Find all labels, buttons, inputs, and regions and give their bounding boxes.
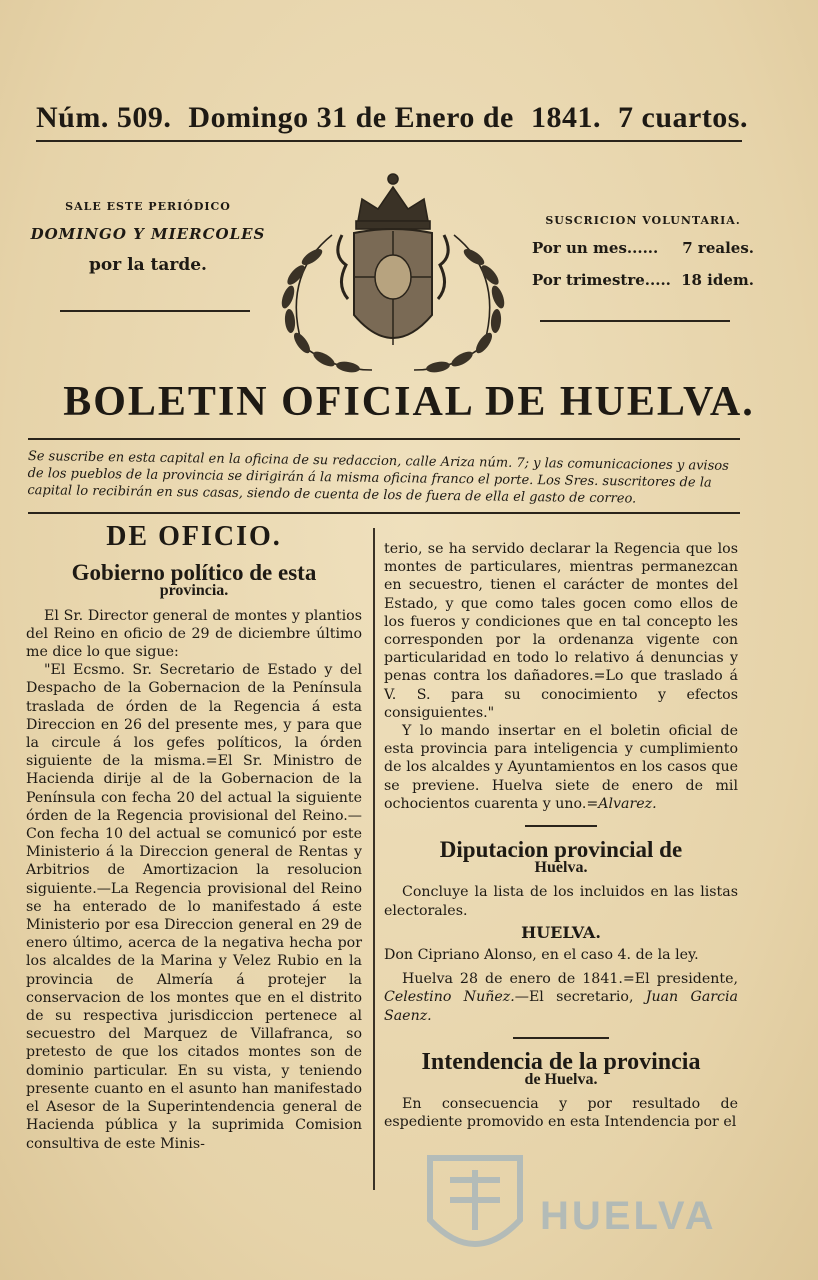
- column-divider: [373, 528, 375, 1190]
- section-separator: [513, 1037, 609, 1039]
- article-paragraph: [384, 722, 738, 813]
- issue-price: 7 cuartos.: [618, 101, 748, 134]
- paragraph-text: —El secretario,: [514, 989, 646, 1006]
- watermark-shield-icon: [420, 1150, 530, 1270]
- left-column: [26, 521, 362, 1153]
- subscription-title: SUSCRICION VOLUNTARIA.: [545, 214, 741, 227]
- left-box-rule: [60, 310, 250, 312]
- signature-president: Celestino Nuñez.: [384, 989, 515, 1006]
- article-paragraph: El Sr. Director general de montes y plantios del Reino en oficio de 29 de diciembre último me dice lo que sigue:: [26, 607, 362, 661]
- article-heading-diputacion: Diputacion provincial de: [439, 837, 683, 863]
- section-heading-oficio: DE OFICIO.: [106, 521, 282, 552]
- subscription-notice: Se suscribe en esta capital en la oficina de su redaccion, calle Ariza núm. 7; y las comunicaciones y avisos de los pueblos de la provincia se dirigirán á la misma oficina franco el porte. Los Sres. suscritores de la capital lo recibirán en sus casas, siendo de cuenta de los de fuera de ella el gasto de correo.: [27, 448, 729, 507]
- newspaper-title: BOLETIN OFICIAL DE HUELVA.: [63, 379, 755, 425]
- watermark-word: HUELVA: [540, 1194, 717, 1238]
- article-heading-intendencia: Intendencia de la provincia: [421, 1048, 701, 1075]
- royal-crest-emblem: [262, 165, 524, 377]
- signature-secretary: Juan Garcia Saenz.: [384, 989, 738, 1024]
- schedule-line-1: SALE ESTE PERIÓDICO: [65, 200, 231, 213]
- article-paragraph: [384, 970, 738, 1025]
- elector-entry: Don Cipriano Alonso, en el caso 4. de la ley.: [384, 947, 699, 964]
- article-subheading-gobierno: provincia.: [159, 582, 229, 600]
- subscription-box: [532, 214, 754, 303]
- publication-schedule: [28, 200, 268, 275]
- article-paragraph: terio, se ha servido declarar la Regencia que los montes de particulares, mientras permanezcan en secuestro, tienen el carácter de montes del Estado, y que como tales gocen como ellos de los fueros y condiciones que en tal concepto les corresponden por la ordenanza vigente con particularidad en todo lo relativo á denuncias y penas contra los dañadores.=Lo que traslado á V. S. para su conocimiento y efectos consiguientes.": [384, 541, 738, 721]
- article-heading-gobierno: Gobierno político de esta: [71, 560, 317, 586]
- article-subheading-diputacion: Huelva.: [534, 859, 588, 877]
- article-paragraph: "El Ecsmo. Sr. Secretario de Estado y del Despacho de la Gobernacion de la Península traslada de órden de la Regencia á esta Direccion en 26 del presente mes, y para que la circule á los gefes políticos, la órden siguiente de la misma.=El Sr. Ministro de Hacienda dirije al de la Gobernacion de la Península con fecha 20 del actual la siguiente órden de la Regencia provisional del Reino.—Con fecha 10 del actual se comunicó por este Ministerio á la Direccion general de Rentas y Arbitrios de Amortizacion la resolucion siguiente.—La Regencia provisional del Reino se ha enterado de lo manifestado á este Ministerio por esa Direccion general en 29 de enero último, acerca de la negativa hecha por los alcaldes de la Marina y Velez Rubio en la provincia de Almería á protejer la conservacion de los montes que en el distrito de su respectiva jurisdiccion pertenece al secuestro del Marquez de Villafranca, so pretesto de que los citados montes son de dominio particular. En su vista, y teniendo presente cuanto en el asunto han manifestado el Asesor de la Superintendencia general de Hacienda pública y la suprimida Comision consultiva de este Minis-: [26, 662, 362, 1152]
- issue-number: Núm. 509.: [36, 101, 172, 134]
- subscription-quarterly: [532, 271, 754, 289]
- issue-year: 1841.: [530, 101, 601, 134]
- paragraph-text: Huelva 28 de enero de 1841.=El presidente,: [402, 971, 738, 988]
- notice-rule: [28, 512, 740, 514]
- monthly-label: Por un mes......: [532, 239, 659, 257]
- section-separator: [525, 825, 597, 827]
- right-column: [384, 540, 738, 1132]
- schedule-line-2: DOMINGO Y MIERCOLES: [30, 225, 266, 243]
- article-paragraph: Concluye la lista de los incluidos en las listas electorales.: [384, 884, 738, 919]
- monthly-value: 7 reales.: [682, 239, 754, 257]
- paragraph-text: Y lo mando insertar en el boletin oficial de esta provincia para inteligencia y cumplimiento de los alcaldes y Ayuntamientos en los casos que se previene. Huelva siete de enero de mil ochocientos cuarenta y uno.=: [384, 723, 738, 812]
- archive-watermark: [420, 1150, 760, 1270]
- quarterly-value: 18 idem.: [681, 271, 754, 289]
- quarterly-label: Por trimestre.....: [532, 271, 671, 289]
- city-heading: HUELVA.: [521, 922, 601, 942]
- title-rule-top: [28, 438, 740, 440]
- subscription-monthly: [532, 239, 754, 257]
- schedule-line-3: por la tarde.: [89, 255, 207, 275]
- article-paragraph: En consecuencia y por resultado de espediente promovido en esta Intendencia por el: [384, 1096, 738, 1131]
- signature-alvarez: Alvarez.: [598, 795, 657, 812]
- article-subheading-intendencia: de Huelva.: [524, 1071, 598, 1089]
- right-box-rule: [540, 320, 730, 322]
- issue-date: Domingo 31 de Enero de: [188, 101, 514, 134]
- masthead-line: [36, 96, 748, 140]
- masthead-underline: [36, 140, 742, 142]
